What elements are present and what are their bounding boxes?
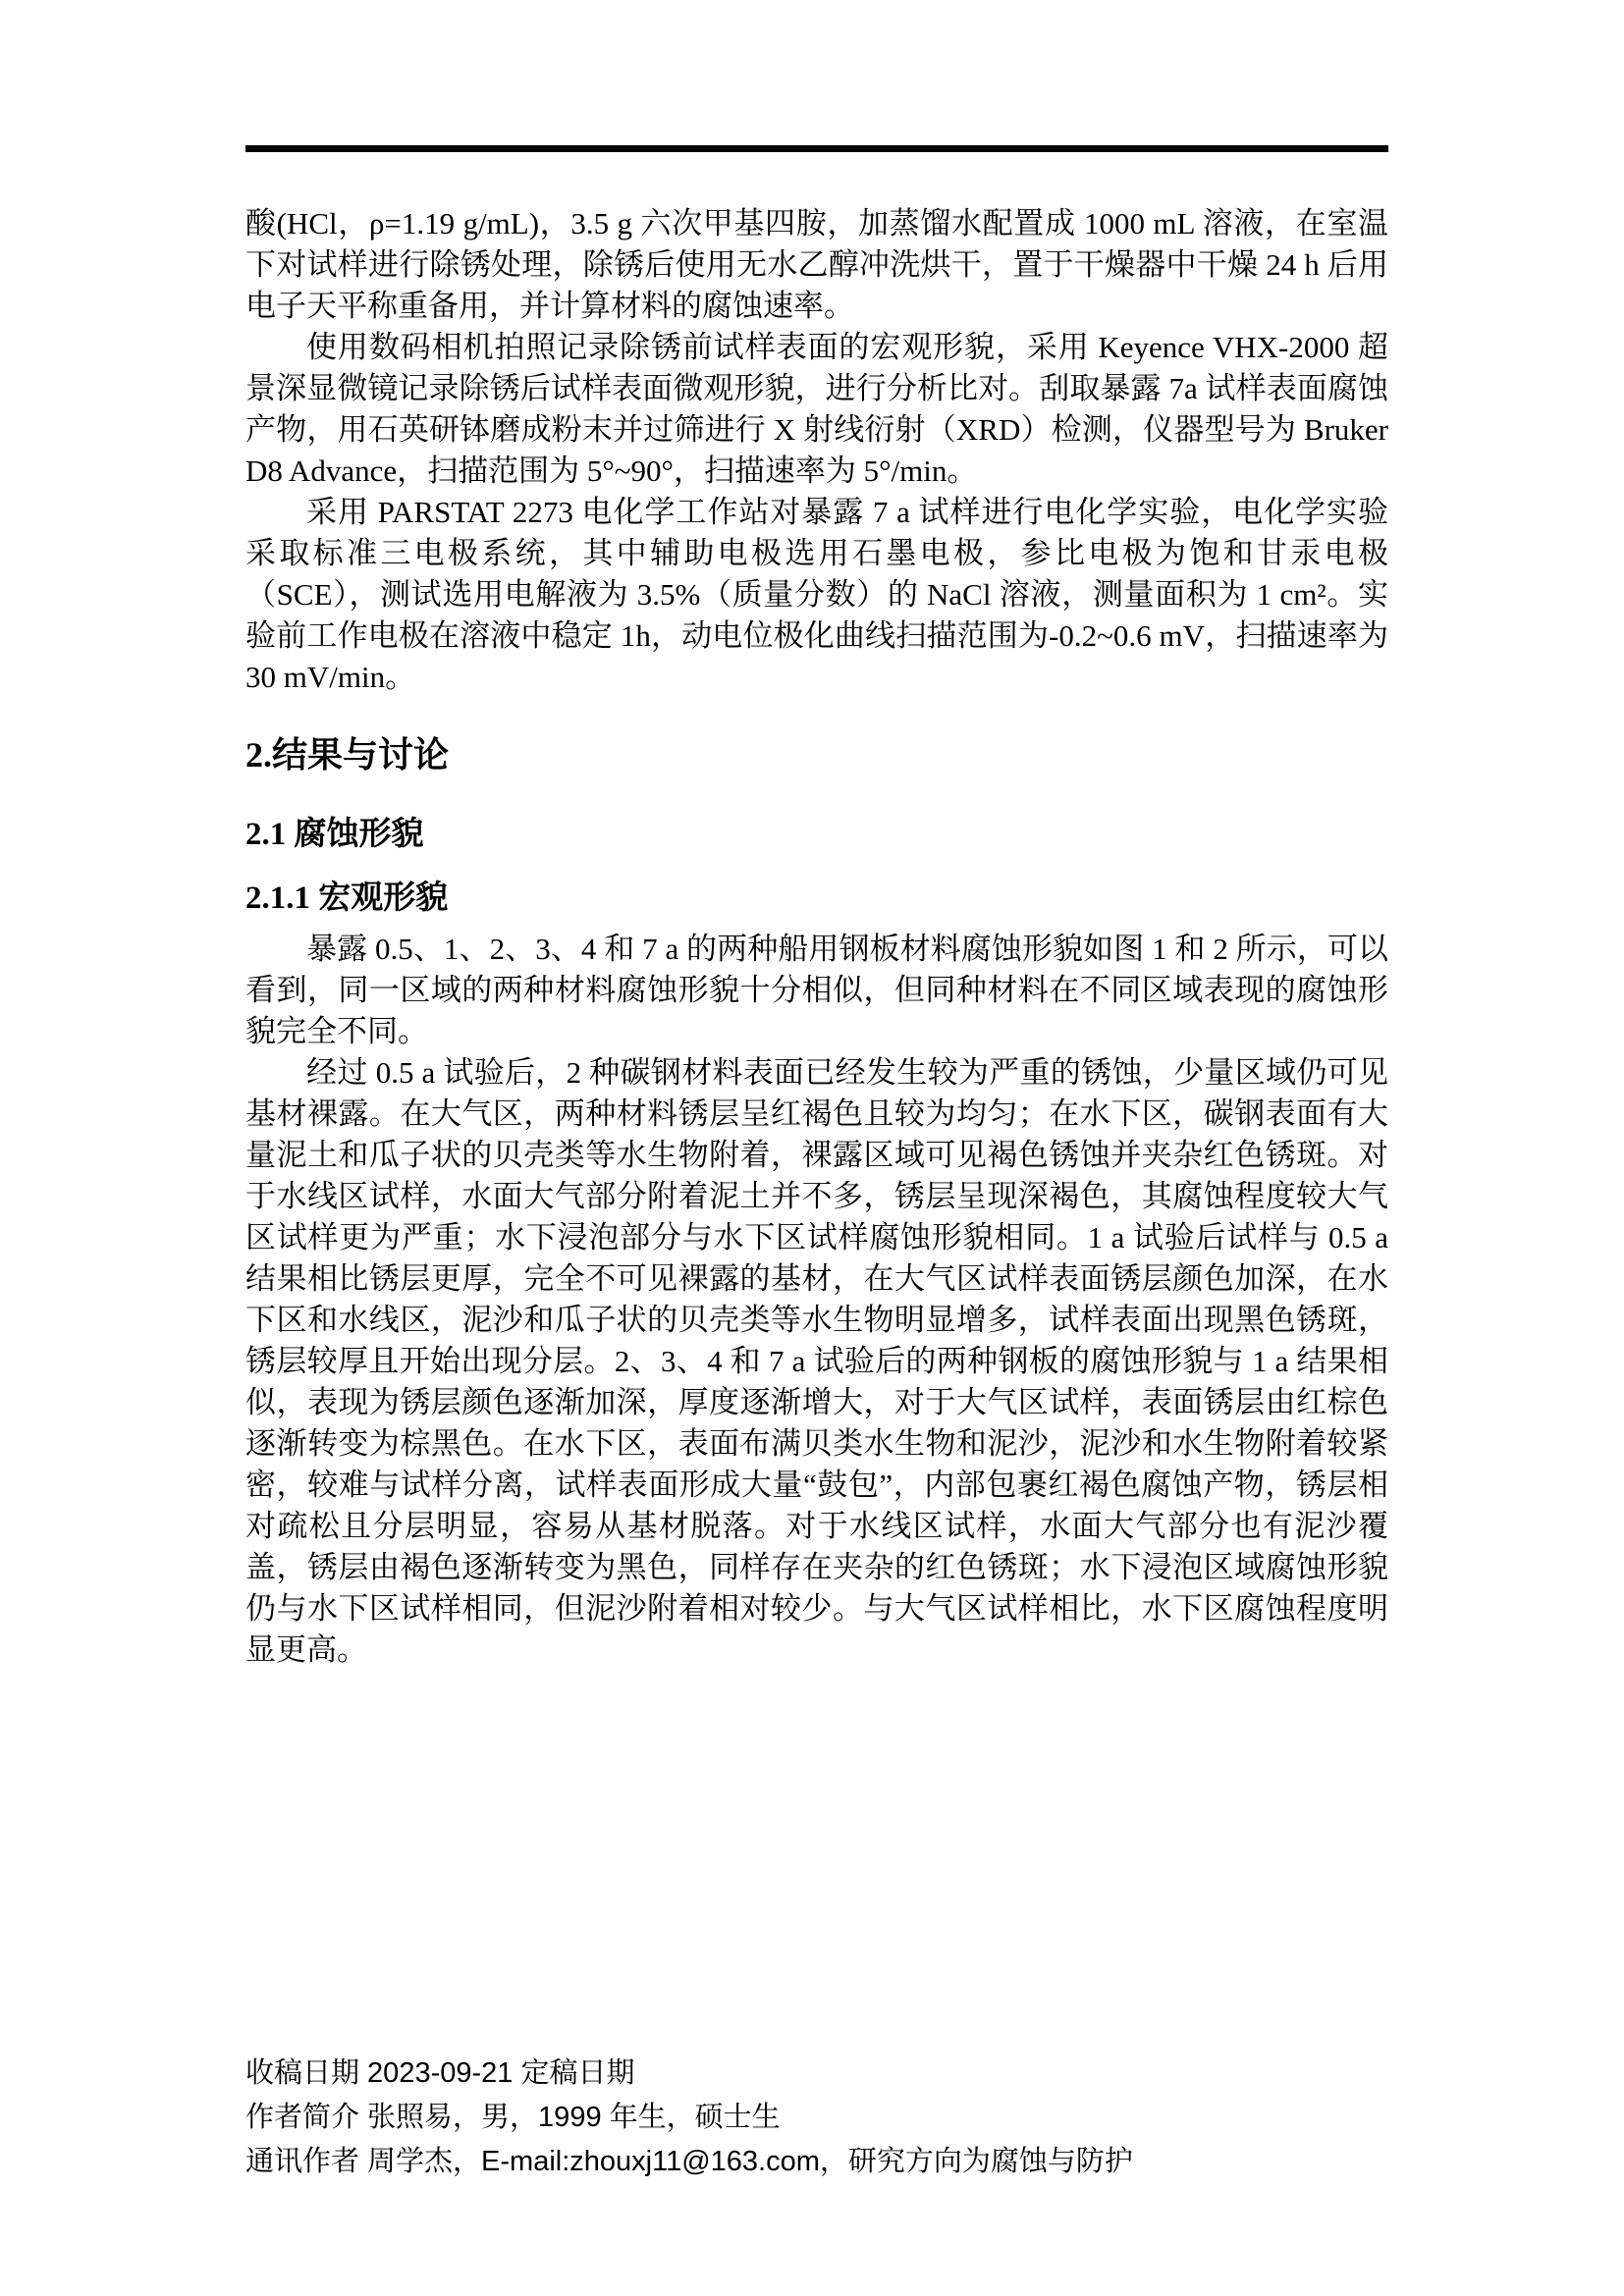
body-text (245, 203, 1388, 1671)
section-heading-results-discussion: 2.结果与讨论 (245, 735, 450, 774)
paragraph-acid-pickling: 酸(HCl，ρ=1.19 g/mL)，3.5 g 六次甲基四胺，加蒸馏水配置成 1000 mL 溶液，在室温下对试样进行除锈处理，除锈后使用无水乙醇冲洗烘干，置于干燥器中干燥 24 h 后用电子天平称重备用，并计算材料的腐蚀速率。 (245, 206, 1388, 323)
subsubsection-heading-macro-morphology: 2.1.1 宏观形貌 (245, 881, 449, 916)
footnote-author-bio: 作者简介 张照易，男，1999 年生，硕士生 (245, 2102, 781, 2133)
paragraph-exposure-overview: 暴露 0.5、1、2、3、4 和 7 a 的两种船用钢板材料腐蚀形貌如图 1 和 2 所示，可以看到，同一区域的两种材料腐蚀形貌十分相似，但同种材料在不同区域表现的腐蚀形貌完全不同。 (245, 932, 1388, 1048)
paragraph-morphology-recording: 使用数码相机拍照记录除锈前试样表面的宏观形貌，采用 Keyence VHX-2000 超景深显微镜记录除锈后试样表面微观形貌，进行分析比对。刮取暴露 7a 试样表面腐蚀产物，用石英研钵磨成粉末并过筛进行 X 射线衍射（XRD）检测，仪器型号为 Bruker D8 Advance，扫描范围为 5°~90°，扫描速率为 5°/min。 (245, 330, 1388, 488)
author-footnote (245, 2052, 1424, 2184)
footnote-corresponding-author: 通讯作者 周学杰，E-mail:zhouxj11@163.com，研究方向为腐蚀与防护 (245, 2146, 1133, 2177)
separator-rule (245, 145, 1388, 152)
subsection-heading-corrosion-morphology: 2.1 腐蚀形貌 (245, 817, 424, 852)
paragraph-corrosion-description: 经过 0.5 a 试验后，2 种碳钢材料表面已经发生较为严重的锈蚀，少量区域仍可见基材裸露。在大气区，两种材料锈层呈红褐色且较为均匀；在水下区，碳钢表面有大量泥土和瓜子状的贝壳类等水生物附着，裸露区域可见褐色锈蚀并夹杂红色锈斑。对于水线区试样，水面大气部分附着泥土并不多，锈层呈现深褐色，其腐蚀程度较大气区试样更为严重；水下浸泡部分与水下区试样腐蚀形貌相同。1 a 试验后试样与 0.5 a 结果相比锈层更厚，完全不可见裸露的基材，在大气区试样表面锈层颜色加深，在水下区和水线区，泥沙和瓜子状的贝壳类等水生物明显增多，试样表面出现黑色锈斑，锈层较厚且开始出现分层。2、3、4 和 7 a 试验后的两种钢板的腐蚀形貌与 1 a 结果相似，表现为锈层颜色逐渐加深，厚度逐渐增大，对于大气区试样，表面锈层由红棕色逐渐转变为棕黑色。在水下区，表面布满贝类水生物和泥沙，泥沙和水生物附着较紧密，较难与试样分离，试样表面形成大量“鼓包”，内部包裹红褐色腐蚀产物，锈层相对疏松且分层明显，容易从基材脱落。对于水线区试样，水面大气部分也有泥沙覆盖，锈层由褐色逐渐转变为黑色，同样存在夹杂的红色锈斑；水下浸泡区域腐蚀形貌仍与水下区试样相同，但泥沙附着相对较少。与大气区试样相比，水下区腐蚀程度明显更高。 (245, 1055, 1388, 1667)
paragraph-electrochemical-test: 采用 PARSTAT 2273 电化学工作站对暴露 7 a 试样进行电化学实验，电化学实验采取标准三电极系统，其中辅助电极选用石墨电极，参比电极为饱和甘汞电极（SCE），测试选用电解液为 3.5%（质量分数）的 NaCl 溶液，测量面积为 1 cm²。实验前工作电极在溶液中稳定 1h，动电位极化曲线扫描范围为-0.2~0.6 mV，扫描速率为 30 mV/min。 (245, 495, 1388, 694)
footnote-received-date: 收稿日期 2023-09-21 定稿日期 (245, 2057, 635, 2089)
